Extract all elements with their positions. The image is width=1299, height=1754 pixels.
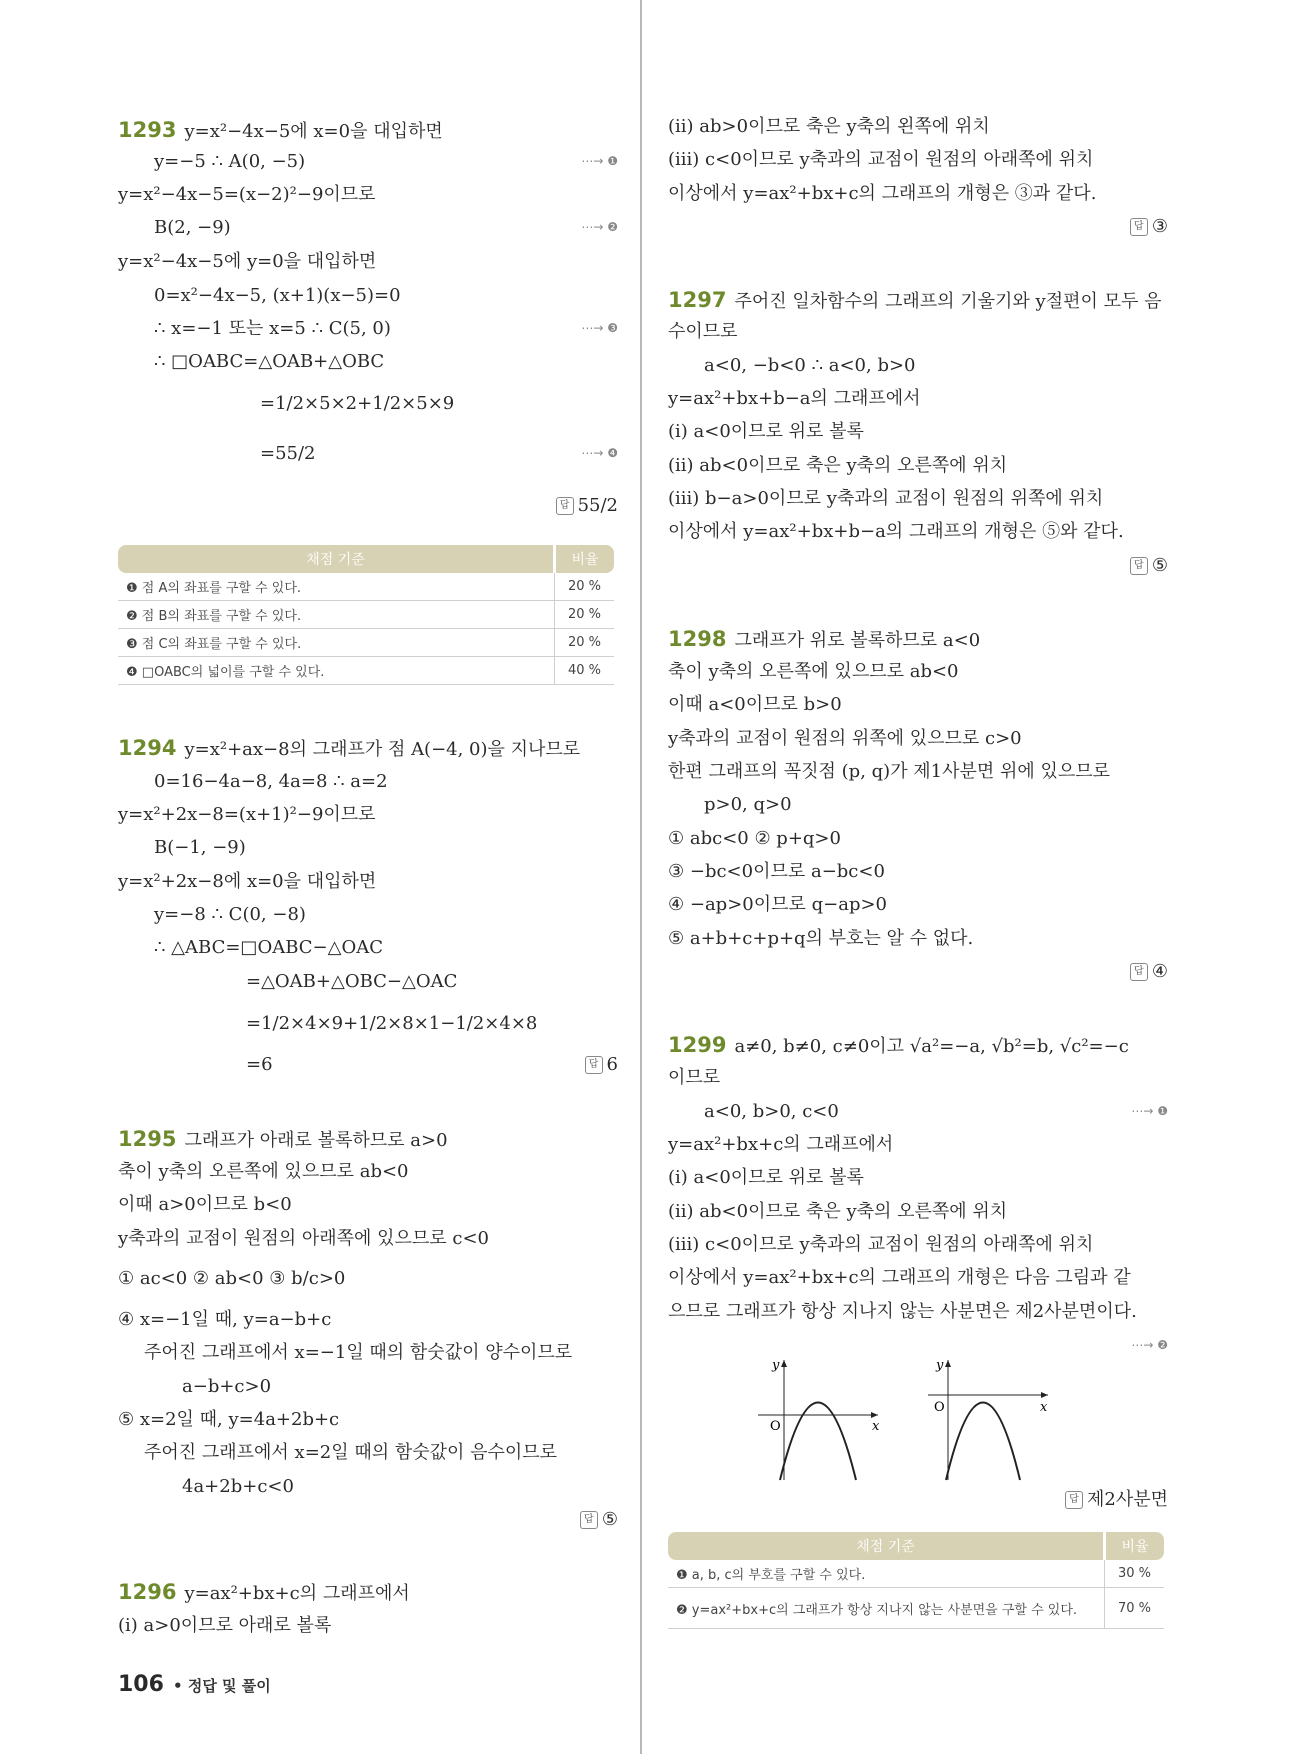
problem-number: 1295 xyxy=(118,1127,177,1151)
answer-1296: 답 ③ xyxy=(1130,215,1168,239)
page-footer xyxy=(118,1672,271,1697)
problem-1299-line-6: (ⅱ) ab<0이므로 축은 y축의 오른쪽에 위치 xyxy=(668,1201,1008,1222)
table-row: ❷ y=ax²+bx+c의 그래프가 항상 지나지 않는 사분면을 구할 수 있다. 70 % xyxy=(668,1588,1164,1629)
problem-number: 1293 xyxy=(118,118,177,142)
problem-1294-line-2: 0=16−4a−8, 4a=8 ∴ a=2 xyxy=(154,771,388,792)
problem-1298-line-4: y축과의 교점이 원점의 위쪽에 있으므로 c>0 xyxy=(668,728,1022,749)
table-header: 비율 xyxy=(1105,1532,1165,1560)
problem-1295-line-4: y축과의 교점이 원점의 아래쪽에 있으므로 c<0 xyxy=(118,1228,489,1249)
axis-label-y: y xyxy=(936,1358,944,1373)
problem-1294-line-9: =1/2×4×9+1/2×8×1−1/2×4×8 xyxy=(246,1013,538,1034)
problem-1298-line-3: 이때 a<0이므로 b>0 xyxy=(668,694,842,715)
table-row: ❷ 점 B의 좌표를 구할 수 있다. 20 % xyxy=(118,601,614,629)
problem-1295-line-2: 축이 y축의 오른쪽에 있으므로 ab<0 xyxy=(118,1161,409,1182)
problem-1293-line-1: 1293 y=x²−4x−5에 x=0을 대입하면 xyxy=(118,118,443,142)
parabola-graphs-figure xyxy=(758,1355,1078,1485)
problem-1299-line-3: a<0, b>0, c<0 xyxy=(704,1101,839,1122)
problem-1297-line-6: (ⅱ) ab<0이므로 축은 y축의 오른쪽에 위치 xyxy=(668,455,1008,476)
problem-1296-line-3: (ⅱ) ab>0이므로 축은 y축의 왼쪽에 위치 xyxy=(668,116,990,137)
parabola-curve xyxy=(946,1403,1020,1481)
problem-1293-line-10: =55/2 xyxy=(260,443,316,464)
problem-1294-line-10: =6 xyxy=(246,1054,273,1075)
problem-1298-line-6: p>0, q>0 xyxy=(704,794,792,815)
problem-1296-line-2: (ⅰ) a>0이므로 아래로 볼록 xyxy=(118,1615,332,1636)
problem-1299-line-5: (ⅰ) a<0이므로 위로 볼록 xyxy=(668,1167,864,1188)
answer-1297: 답 ⑤ xyxy=(1130,554,1168,578)
problem-1298-line-5: 한편 그래프의 꼭짓점 (p, q)가 제1사분면 위에 있으므로 xyxy=(668,761,1111,782)
table-header: 채점 기준 xyxy=(668,1532,1105,1560)
answer-icon: 답 xyxy=(1065,1491,1083,1509)
graph-2 xyxy=(928,1358,1048,1480)
problem-1298-line-10: ⑤ a+b+c+p+q의 부호는 알 수 없다. xyxy=(668,928,974,949)
problem-1298-line-9: ④ −ap>0이므로 q−ap>0 xyxy=(668,894,888,915)
step-marker: ⋯→ ❶ xyxy=(1131,1104,1168,1118)
problem-1297-line-2: 수이므로 xyxy=(668,321,738,342)
table-row: ❸ 점 C의 좌표를 구할 수 있다. 20 % xyxy=(118,629,614,657)
problem-1294-line-3: y=x²+2x−8=(x+1)²−9이므로 xyxy=(118,804,376,825)
origin-label: O xyxy=(770,1419,781,1434)
answer-1294: 답 6 xyxy=(585,1053,618,1077)
problem-1294-line-1: 1294 y=x²+ax−8의 그래프가 점 A(−4, 0)을 지나므로 xyxy=(118,736,581,760)
problem-1296-line-5: 이상에서 y=ax²+bx+c의 그래프의 개형은 ③과 같다. xyxy=(668,183,1097,204)
problem-1295-line-6: ④ x=−1일 때, y=a−b+c xyxy=(118,1309,332,1330)
page-number: 106 xyxy=(118,1672,164,1697)
problem-1295-line-8: a−b+c>0 xyxy=(182,1376,272,1397)
problem-1294-line-6: y=−8 ∴ C(0, −8) xyxy=(154,904,306,925)
problem-1297-line-1: 1297 주어진 일차함수의 그래프의 기울기와 y절편이 모두 음 xyxy=(668,288,1162,312)
scoring-table-1293 xyxy=(118,545,614,685)
parabola-curve xyxy=(780,1403,856,1481)
answer-icon: 답 xyxy=(556,497,574,515)
problem-1295-line-9: ⑤ x=2일 때, y=4a+2b+c xyxy=(118,1409,340,1430)
problem-1295-line-11: 4a+2b+c<0 xyxy=(182,1476,294,1497)
step-marker: ⋯→ ❸ xyxy=(581,321,618,335)
answer-1298: 답 ④ xyxy=(1130,960,1168,984)
step-marker: ⋯→ ❷ xyxy=(581,220,618,234)
answer-icon: 답 xyxy=(580,1511,598,1529)
problem-1298-line-2: 축이 y축의 오른쪽에 있으므로 ab<0 xyxy=(668,661,959,682)
axis-label-x: x xyxy=(1040,1400,1048,1415)
table-row: ❶ 점 A의 좌표를 구할 수 있다. 20 % xyxy=(118,573,614,601)
problem-1298-line-7: ① abc<0 ② p+q>0 xyxy=(668,828,841,849)
problem-1295-line-7: 주어진 그래프에서 x=−1일 때의 함숫값이 양수이므로 xyxy=(144,1342,573,1363)
answer-1299: 답 제2사분면 xyxy=(1065,1488,1168,1512)
problem-1297-line-3: a<0, −b<0 ∴ a<0, b>0 xyxy=(704,355,916,376)
graph-1 xyxy=(758,1358,880,1480)
origin-label: O xyxy=(934,1400,945,1415)
problem-1299-line-8: 이상에서 y=ax²+bx+c의 그래프의 개형은 다음 그림과 같 xyxy=(668,1267,1131,1288)
problem-1293-line-7: ∴ x=−1 또는 x=5 ∴ C(5, 0) xyxy=(154,318,391,339)
problem-1294-line-4: B(−1, −9) xyxy=(154,837,246,858)
problem-1299-line-7: (ⅲ) c<0이므로 y축과의 교점이 원점의 아래쪽에 위치 xyxy=(668,1234,1094,1255)
problem-1293-line-9: =1/2×5×2+1/2×5×9 xyxy=(260,393,455,414)
answer-icon: 답 xyxy=(1130,963,1148,981)
step-marker: ⋯→ ❶ xyxy=(581,154,618,168)
problem-1299-line-9: 으므로 그래프가 항상 지나지 않는 사분면은 제2사분면이다. xyxy=(668,1301,1137,1322)
answer-1295: 답 ⑤ xyxy=(580,1508,618,1532)
problem-1294-line-7: ∴ △ABC=□OABC−△OAC xyxy=(154,937,383,958)
problem-1299-line-1: 1299 a≠0, b≠0, c≠0이고 √a²=−a, √b²=b, √c²=−c xyxy=(668,1033,1129,1057)
step-marker: ⋯→ ❹ xyxy=(581,446,618,460)
problem-1296-line-1: 1296 y=ax²+bx+c의 그래프에서 xyxy=(118,1580,410,1604)
column-divider xyxy=(640,0,642,1754)
answer-icon: 답 xyxy=(1130,218,1148,236)
problem-1293-line-5: y=x²−4x−5에 y=0을 대입하면 xyxy=(118,251,377,272)
problem-1297-line-5: (ⅰ) a<0이므로 위로 볼록 xyxy=(668,421,864,442)
scoring-table-1299 xyxy=(668,1532,1164,1629)
problem-1298-line-1: 1298 그래프가 위로 볼록하므로 a<0 xyxy=(668,627,981,651)
problem-1294-line-8: =△OAB+△OBC−△OAC xyxy=(246,971,458,992)
problem-1295-line-5: ① ac<0 ② ab<0 ③ b/c>0 xyxy=(118,1268,346,1289)
problem-1293-line-8: ∴ □OABC=△OAB+△OBC xyxy=(154,351,385,372)
step-marker: ⋯→ ❷ xyxy=(1131,1338,1168,1352)
table-row: ❶ a, b, c의 부호를 구할 수 있다. 30 % xyxy=(668,1560,1164,1588)
table-row: ❹ □OABC의 넓이를 구할 수 있다. 40 % xyxy=(118,657,614,685)
problem-number: 1299 xyxy=(668,1033,727,1057)
answer-icon: 답 xyxy=(1130,557,1148,575)
problem-1296-line-4: (ⅲ) c<0이므로 y축과의 교점이 원점의 아래쪽에 위치 xyxy=(668,149,1094,170)
answer-icon: 답 xyxy=(585,1056,603,1074)
problem-1295-line-10: 주어진 그래프에서 x=2일 때의 함숫값이 음수이므로 xyxy=(144,1442,558,1463)
problem-number: 1296 xyxy=(118,1580,177,1604)
problem-1293-line-3: y=x²−4x−5=(x−2)²−9이므로 xyxy=(118,184,376,205)
axis-label-x: x xyxy=(872,1419,880,1434)
problem-number: 1294 xyxy=(118,736,177,760)
table-header: 비율 xyxy=(555,545,615,573)
problem-1299-line-4: y=ax²+bx+c의 그래프에서 xyxy=(668,1134,894,1155)
answer-1293: 답 55/2 xyxy=(556,494,618,518)
axis-label-y: y xyxy=(772,1358,780,1373)
problem-1293-line-2: y=−5 ∴ A(0, −5) xyxy=(154,151,306,172)
problem-1297-line-8: 이상에서 y=ax²+bx+b−a의 그래프의 개형은 ⑤와 같다. xyxy=(668,521,1124,542)
table-header: 채점 기준 xyxy=(118,545,555,573)
problem-1297-line-4: y=ax²+bx+b−a의 그래프에서 xyxy=(668,388,921,409)
problem-1295-line-3: 이때 a>0이므로 b<0 xyxy=(118,1194,292,1215)
problem-1298-line-8: ③ −bc<0이므로 a−bc<0 xyxy=(668,861,885,882)
problem-1293-line-6: 0=x²−4x−5, (x+1)(x−5)=0 xyxy=(154,285,401,306)
problem-1299-line-2: 이므로 xyxy=(668,1067,721,1088)
footer-label: • 정답 및 풀이 xyxy=(173,1677,271,1695)
problem-number: 1298 xyxy=(668,627,727,651)
problem-1297-line-7: (ⅲ) b−a>0이므로 y축과의 교점이 원점의 위쪽에 위치 xyxy=(668,488,1104,509)
problem-1295-line-1: 1295 그래프가 아래로 볼록하므로 a>0 xyxy=(118,1127,448,1151)
problem-1293-line-4: B(2, −9) xyxy=(154,217,231,238)
problem-number: 1297 xyxy=(668,288,727,312)
problem-1294-line-5: y=x²+2x−8에 x=0을 대입하면 xyxy=(118,871,377,892)
